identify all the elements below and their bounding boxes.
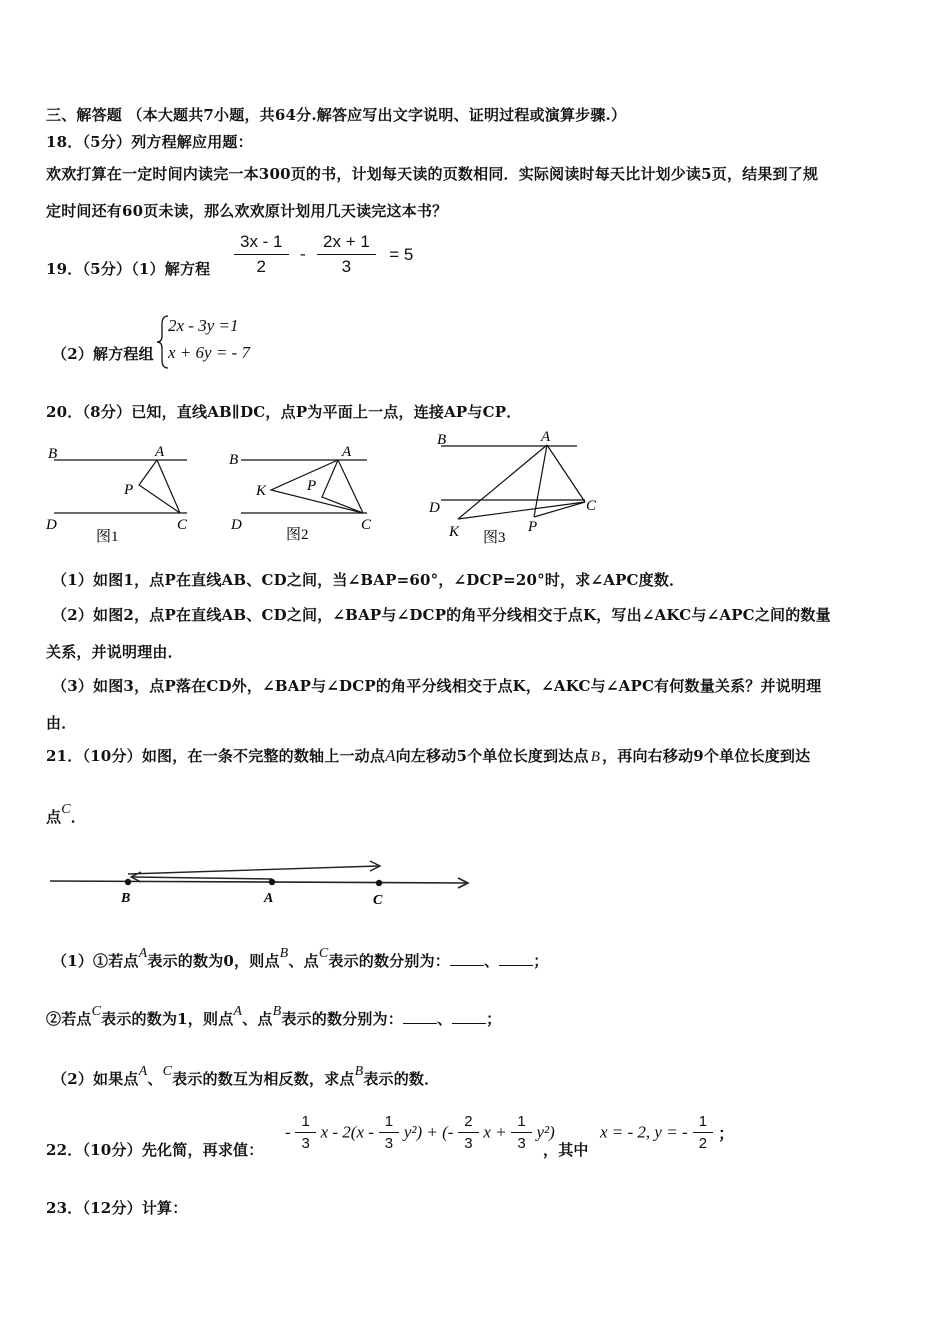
figure-1 bbox=[44, 440, 204, 548]
q18-line2: 定时间还有60页未读，那么欢欢原计划用几天读完这本书？ bbox=[46, 202, 448, 220]
q23-head: 23．（12分）计算： bbox=[46, 1199, 188, 1217]
move-right-arrow bbox=[128, 866, 378, 874]
segment-apc bbox=[322, 460, 363, 513]
q20-sub2-line2: 关系，并说明理由． bbox=[46, 643, 183, 661]
segment-ak bbox=[458, 445, 547, 519]
q21-sub1: （1）①若点A表示的数为0，则点B、点C表示的数分别为： 、 ； bbox=[52, 946, 549, 970]
fraction-2x-plus-1: $\frac{2x + 1}{3}$ bbox=[317, 232, 376, 277]
q18-line1: 欢欢打算在一定时间内读完一本300页的书，计划每天读的页数相同．实际阅读时每天比计划少读5页，结果到了规 bbox=[46, 165, 819, 183]
label-d: D bbox=[429, 500, 440, 516]
segment-akc bbox=[271, 460, 363, 513]
fraction-two-thirds: $\frac{2}{3}$ bbox=[458, 1113, 478, 1152]
q19-equation: $\frac{3x - 1}{2}$ - $\frac{2x + 1}{3}$ = 5 bbox=[234, 232, 413, 277]
q20-head: 20．（8分）已知，直线AB∥DC，点P为平面上一点，连接AP与CP． bbox=[46, 403, 522, 421]
figure-3 bbox=[425, 426, 615, 550]
segment-pc bbox=[534, 502, 585, 517]
q20-sub3-line2: 由． bbox=[46, 714, 77, 732]
label-a: A bbox=[155, 444, 165, 460]
figure-2 bbox=[225, 440, 385, 548]
caption-fig3: 图3 bbox=[483, 530, 506, 546]
label-a: A bbox=[342, 444, 352, 460]
point-b bbox=[125, 879, 131, 885]
label-p: P bbox=[124, 482, 134, 498]
label-k: K bbox=[256, 483, 267, 499]
fraction-one-half: $\frac{1}{2}$ bbox=[693, 1113, 713, 1152]
caption-fig2: 图2 bbox=[286, 527, 309, 543]
number-axis bbox=[50, 881, 466, 883]
q21-sub1-part2: ②若点C表示的数为1，则点A、点B表示的数分别为： 、 ； bbox=[46, 1004, 502, 1028]
point-a bbox=[269, 879, 275, 885]
label-c: C bbox=[361, 517, 372, 533]
point-c bbox=[376, 880, 382, 886]
label-a: A bbox=[541, 429, 551, 445]
q20-sub1: （1）如图1，点P在直线AB、CD之间，当∠BAP=60°，∠DCP=20°时，求∠APC度数． bbox=[52, 571, 685, 589]
answer-blank[interactable] bbox=[499, 953, 533, 966]
answer-blank[interactable] bbox=[452, 1011, 486, 1024]
q21-line2: 点C． bbox=[46, 802, 86, 826]
label-p: P bbox=[307, 478, 317, 494]
fraction-one-third: $\frac{1}{3}$ bbox=[379, 1113, 399, 1152]
segment-apc bbox=[139, 460, 180, 513]
label-p: P bbox=[528, 519, 538, 535]
q22-expression: - $\frac{1}{3}$ x - 2(x - $\frac{1}{3}$ y²) + (- $\frac{2}{3}$ x + $\frac{1}{3}$ y²) bbox=[285, 1113, 555, 1152]
label-b: B bbox=[229, 452, 239, 468]
label-c: C bbox=[586, 498, 597, 514]
q22-condition: x = - 2, y = - $\frac{1}{2}$ ； bbox=[600, 1113, 735, 1152]
segment-ap bbox=[534, 445, 547, 517]
answer-blank[interactable] bbox=[450, 953, 484, 966]
q18-head: 18．（5分）列方程解应用题： bbox=[46, 133, 253, 151]
q20-sub3-line1: （3）如图3，点P落在CD外，∠BAP与∠DCP的角平分线相交于点K，∠AKC与∠APC有何数量关系？并说明理 bbox=[52, 677, 822, 695]
section-heading: 三、解答题 （本大题共7小题，共64分.解答应写出文字说明、证明过程或演算步骤.） bbox=[46, 106, 627, 124]
label-b: B bbox=[437, 432, 447, 448]
axis-label-c: C bbox=[373, 893, 383, 908]
q22-where: ，其中 bbox=[543, 1141, 589, 1159]
q21-line1: 21．（10分）如图，在一条不完整的数轴上一动点A向左移动5个单位长度到达点 B ，再向右移动9个单位长度到达 bbox=[46, 746, 811, 765]
segment-ac bbox=[547, 445, 585, 502]
label-k: K bbox=[449, 524, 460, 540]
label-d: D bbox=[231, 517, 242, 533]
system-eq1: 2x - 3y =1 bbox=[168, 316, 239, 335]
q19-part1-label: 19．（5分）（1）解方程 bbox=[46, 260, 211, 278]
q19-part2-label: （2）解方程组 bbox=[52, 345, 154, 363]
q20-sub2-line1: （2）如图2，点P在直线AB、CD之间，∠BAP与∠DCP的角平分线相交于点K，写出∠AKC与∠APC之间的数量 bbox=[52, 606, 831, 624]
q21-sub2: （2）如果点A、C表示的数互为相反数，求点B表示的数． bbox=[52, 1064, 440, 1088]
fraction-one-third: $\frac{1}{3}$ bbox=[511, 1113, 531, 1152]
label-d: D bbox=[46, 517, 57, 533]
axis-label-b: B bbox=[121, 891, 131, 906]
caption-fig1: 图1 bbox=[96, 529, 119, 545]
q22-label: 22．（10分）先化简，再求值： bbox=[46, 1141, 264, 1159]
segment-kc bbox=[458, 502, 585, 519]
number-line-figure bbox=[48, 852, 478, 910]
label-b: B bbox=[48, 446, 58, 462]
system-eq2: x + 6y = - 7 bbox=[168, 343, 250, 362]
label-c: C bbox=[177, 517, 188, 533]
axis-label-a: A bbox=[264, 891, 274, 906]
move-left-arrow bbox=[133, 877, 272, 879]
answer-blank[interactable] bbox=[403, 1011, 437, 1024]
fraction-one-third: $\frac{1}{3}$ bbox=[295, 1113, 315, 1152]
fraction-3x-minus-1: $\frac{3x - 1}{2}$ bbox=[234, 232, 289, 277]
